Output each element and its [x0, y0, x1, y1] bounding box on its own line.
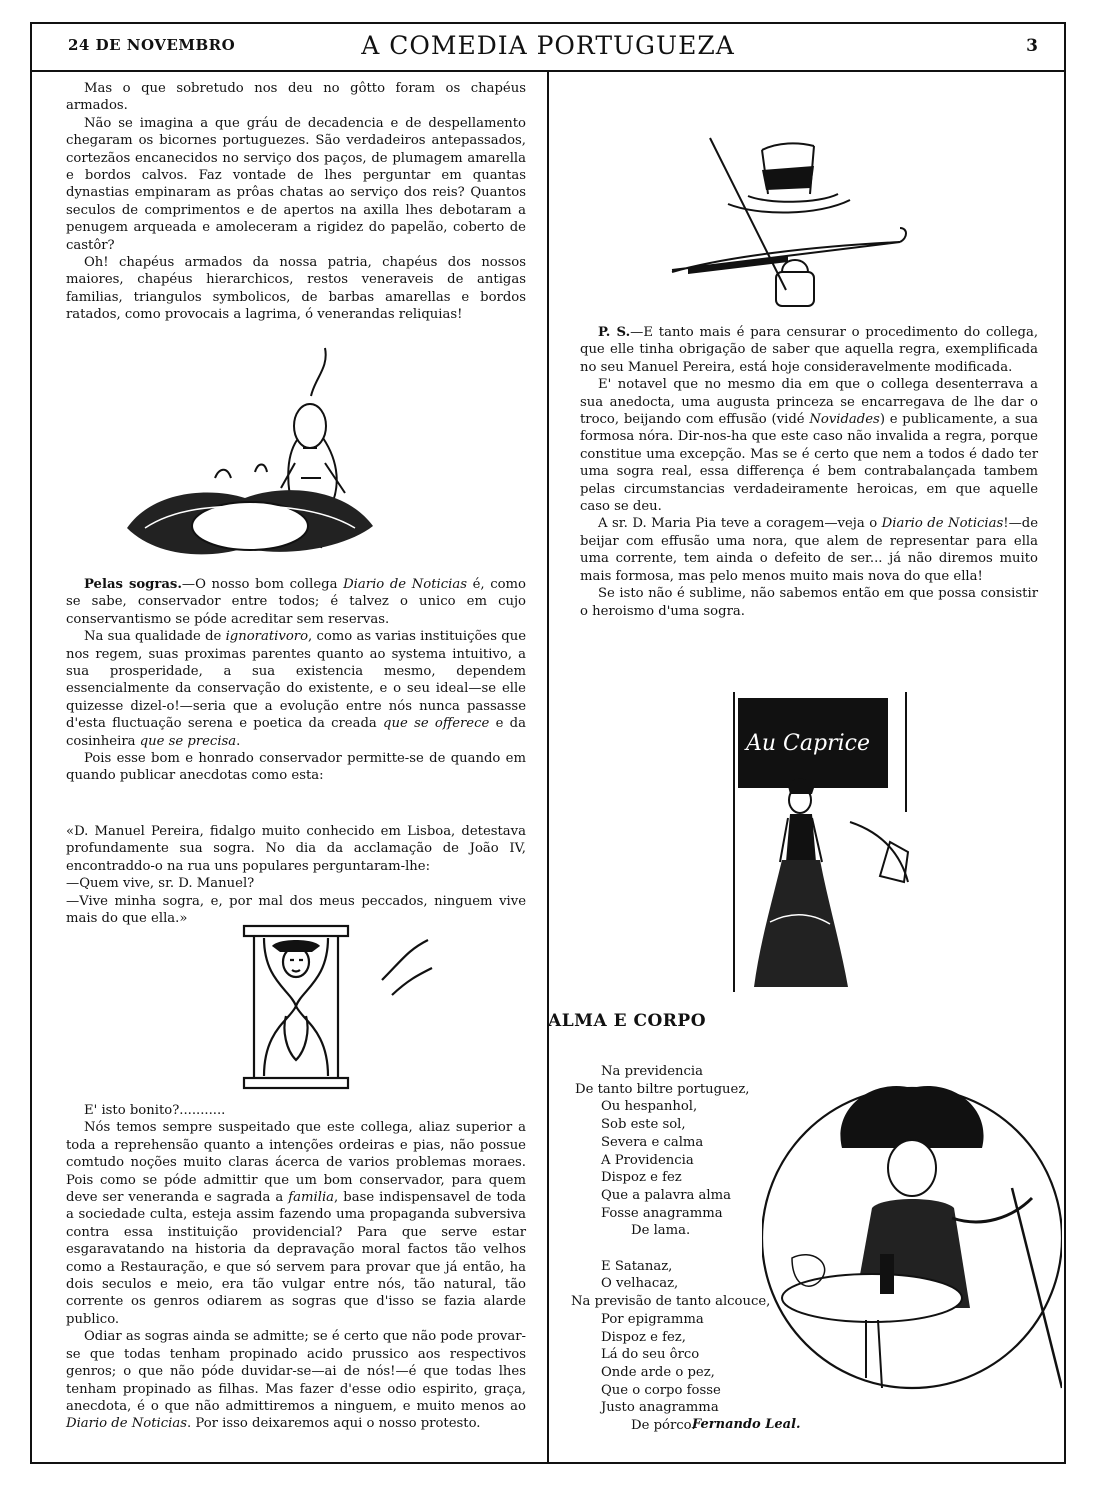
paragraph-notavel — [580, 376, 1038, 515]
left-column-top — [66, 80, 526, 324]
poem-line: O velhacaz, — [601, 1276, 679, 1292]
italic-word: familia — [288, 1190, 335, 1206]
newspaper-name: Novidades — [809, 412, 880, 428]
paragraph-maria-pia — [580, 515, 1038, 585]
italic-word: ignorativoro — [225, 629, 309, 645]
poem-line: E Satanaz, — [601, 1258, 673, 1274]
text-span: e da cosinheira — [66, 716, 526, 749]
issue-date: 24 DE NOVEMBRO — [68, 36, 236, 54]
page-header — [32, 24, 1064, 72]
italic-phrase: que se precisa — [139, 733, 237, 749]
poem-line: Que a palavra alma — [601, 1187, 731, 1203]
section-heading-pelas-sogras: Pelas sogras. — [84, 577, 182, 592]
right-column-text — [580, 324, 1038, 620]
paragraph-suspeitado — [66, 1119, 526, 1328]
paragraph-ignorativoro — [66, 628, 526, 750]
poem-line: De pórco. — [631, 1418, 696, 1434]
paragraph-oh-chapeus: Oh! chapéus armados da nossa patria, chapéus dos nossos maiores, chapéus hierarchicos, restos veneraveis de antigas familias, triangulos symbolicos, de barbas amarellas e bordos ratados, como provocais a lagrima, ó venerandas reliquias! — [66, 255, 526, 323]
newspaper-name: Diario de Noticias — [66, 1416, 187, 1432]
poem-line: Lá do seu ôrco — [601, 1347, 700, 1363]
text-span: é, como se sabe, conservador entre todos; é talvez o unico em cujo conservantismo se póde acreditar sem reservas. — [66, 577, 526, 627]
newspaper-name: Diario de Noticias — [881, 516, 1004, 532]
shop-sign-text: Au Caprice — [746, 731, 870, 756]
poem-line: Na previdencia — [601, 1064, 704, 1079]
poem-line: A Providencia — [601, 1152, 694, 1168]
paragraph-bicornes: Não se imagina a que gráu de decadencia e de despellamento chegaram os bicornes portuguezes. São verdadeiros antepassados, cortezãos encanecidos no serviço dos paços, de plumagem amarella e bordos calvos. Faz vontade de lhes perguntar em quantas dynastias empinaram as prôas chatas ao serviço dos reis? Quantos seculos de comprimentos e de apertos na axilla lhes debotaram a penugem arqueada e amoleceram a rigidez do papelão, coberto de castôr? — [66, 115, 526, 253]
text-span: Nós temos sempre suspeitado que este collega, aliaz superior a toda a reprehensão quanto a intenções ordeiras e pias, não possue comtudo noções muito claras ácerca de varios problemas moraes. Pois como se póde admittir que um bom conservador, para quem deve ser veneranda e sagrada a — [66, 1120, 526, 1206]
text-span: E' notavel que no mesmo dia em que o collega desenterrava a sua anedocta, uma augusta princeza se encarregava de lhe dar o troco, beijando com effusão (vidé — [580, 377, 1038, 428]
paragraph-pelas-sogras — [66, 576, 526, 628]
poem-line: Severa e calma — [601, 1134, 704, 1150]
paragraph-isto-bonito: E' isto bonito?........... — [84, 1103, 226, 1118]
page-number: 3 — [1026, 36, 1038, 56]
text-span: Na sua qualidade de — [84, 629, 226, 645]
poem-line: Que o corpo fosse — [601, 1382, 721, 1398]
woman-shop-illustration — [730, 692, 920, 1002]
poem-line: Sob este sol, — [601, 1117, 686, 1133]
text-span: ) e publicamente, a sua formosa nóra. Dir-nos-ha que este caso não invalida a regra, porque constitue uma excepção. Mas se é certo que nem a todos é dado ter uma sogra real, essa differença é bem contrabalançada tambem pelas circumstancias verdadeiramente heroicas, em que aquelle caso se deu. — [580, 412, 1038, 515]
left-column-middle — [66, 576, 526, 785]
poem-stanza-break — [543, 1240, 770, 1258]
text-span: —O nosso bom collega — [181, 577, 344, 592]
text-span: . Por isso deixaremos aqui o nosso protesto. — [186, 1416, 481, 1432]
text-span: Odiar as sogras ainda se admitte; se é certo que não pode provar-se que todas tenham propinado acido prussico aos respectivos genros; o que não póde duvidar-se—ai de nós!—é que todas lhes tenham propinado as filhas. Mas fazer d'esse odio espirito, graça, anecdota, é o que não admittiremos a ninguem, e muito menos ao — [66, 1329, 526, 1414]
poem-line: Ou hespanhol, — [601, 1099, 698, 1115]
masthead-title: A COMEDIA PORTUGUEZA — [361, 31, 735, 60]
poem-line: Fosse anagramma — [601, 1205, 723, 1221]
text-span: , base indispensavel de toda a sociedade culta, esteja assim fazendo uma propaganda subversiva contra essa instituição providencial? Para que serve estar esgaravatando na historia da depravação moral factos tão velhos como a Restauração, e que só servem para provar que já então, ha dois seculos e meio, era tão vulgar entre nós, tão natural, tão corrente os genros odiarem as sogras que d'isso se fazia alarde publico. — [66, 1190, 526, 1327]
poem-line: Na previsão de tanto alcouce, — [571, 1294, 771, 1310]
text-span: !—de beijar com effusão uma nora, que alem de representar para ella uma corrente, tem ainda o defeito de ser... já não diremos muito mais formosa, mas pelo menos muito mais nova do que ella! — [580, 516, 1039, 584]
poem-signature: Fernando Leal. — [692, 1417, 801, 1432]
quote-line-1: «D. Manuel Pereira, fidalgo muito conhecido em Lisboa, detestava profundamente sua sogra. No dia da acclamação de João IV, encontraddo-o na rua uns populares perguntaram-lhe: — [66, 824, 526, 874]
poem-line: Dispoz e fez, — [601, 1329, 686, 1345]
hourglass-illustration — [232, 920, 442, 1100]
poem-line: Onde arde o pez, — [601, 1364, 715, 1380]
quote-line-3: —Vive minha sogra, e, por mal dos meus peccados, ninguem vive mais do que ella.» — [66, 893, 526, 927]
italic-phrase: que se offerece — [383, 716, 490, 732]
paragraph-chapeus-intro: Mas o que sobretudo nos deu no gôtto foram os chapéus armados. — [66, 81, 526, 114]
poem-title: ALMA E CORPO — [548, 1011, 707, 1031]
paragraph-sublime: Se isto não é sublime, não sabemos então em que possa consistir o heroismo d'uma sogra. — [580, 586, 1038, 619]
quote-line-2: —Quem vive, sr. D. Manuel? — [66, 876, 255, 892]
text-span: , como as varias instituições que nos regem, suas proximas parentes quanto ao systema intuitivo, a sua prosperidade, a sua existencia mesmo, dependem essencialmente da conservação do existente, e o seu ideal—se elle quizesse dizel-o!—seria que a evolução entre nós nunca passasse d'esta fluctuação serena e poetica da creada — [66, 629, 526, 732]
poem-line: De lama. — [631, 1223, 691, 1239]
paragraph-ps — [580, 324, 1038, 376]
text-span: A sr. D. Maria Pia teve a coragem—veja o — [598, 516, 882, 532]
text-span: —E tanto mais é para censurar o procedimento do collega, que elle tinha obrigação de saber que aquella regra, exemplificada no seu Manuel Pereira, está hoje consideravelmente modificada. — [580, 325, 1039, 375]
poem-body — [543, 1063, 770, 1435]
text-span: . — [236, 733, 241, 749]
poem-line: Dispoz e fez — [601, 1170, 682, 1186]
newspaper-name: Diario de Noticias — [343, 577, 467, 592]
section-heading-ps: P. S. — [598, 325, 631, 340]
paragraph-anecdota-intro: Pois esse bom e honrado conservador permitte-se de quando em quando publicar anecdotas como esta: — [66, 751, 526, 784]
left-column-bottom — [66, 1102, 526, 1433]
poem-line: Justo anagramma — [601, 1400, 719, 1416]
bicorne-hat-illustration — [115, 338, 405, 573]
woman-table-round-illustration — [762, 1058, 1062, 1438]
poem-line: Por epigramma — [601, 1311, 704, 1327]
anecdote-quote — [66, 823, 526, 927]
hat-umbrella-illustration — [668, 130, 918, 315]
poem-line: De tanto biltre portuguez, — [575, 1081, 750, 1097]
paragraph-odiar-sogras — [66, 1328, 526, 1432]
